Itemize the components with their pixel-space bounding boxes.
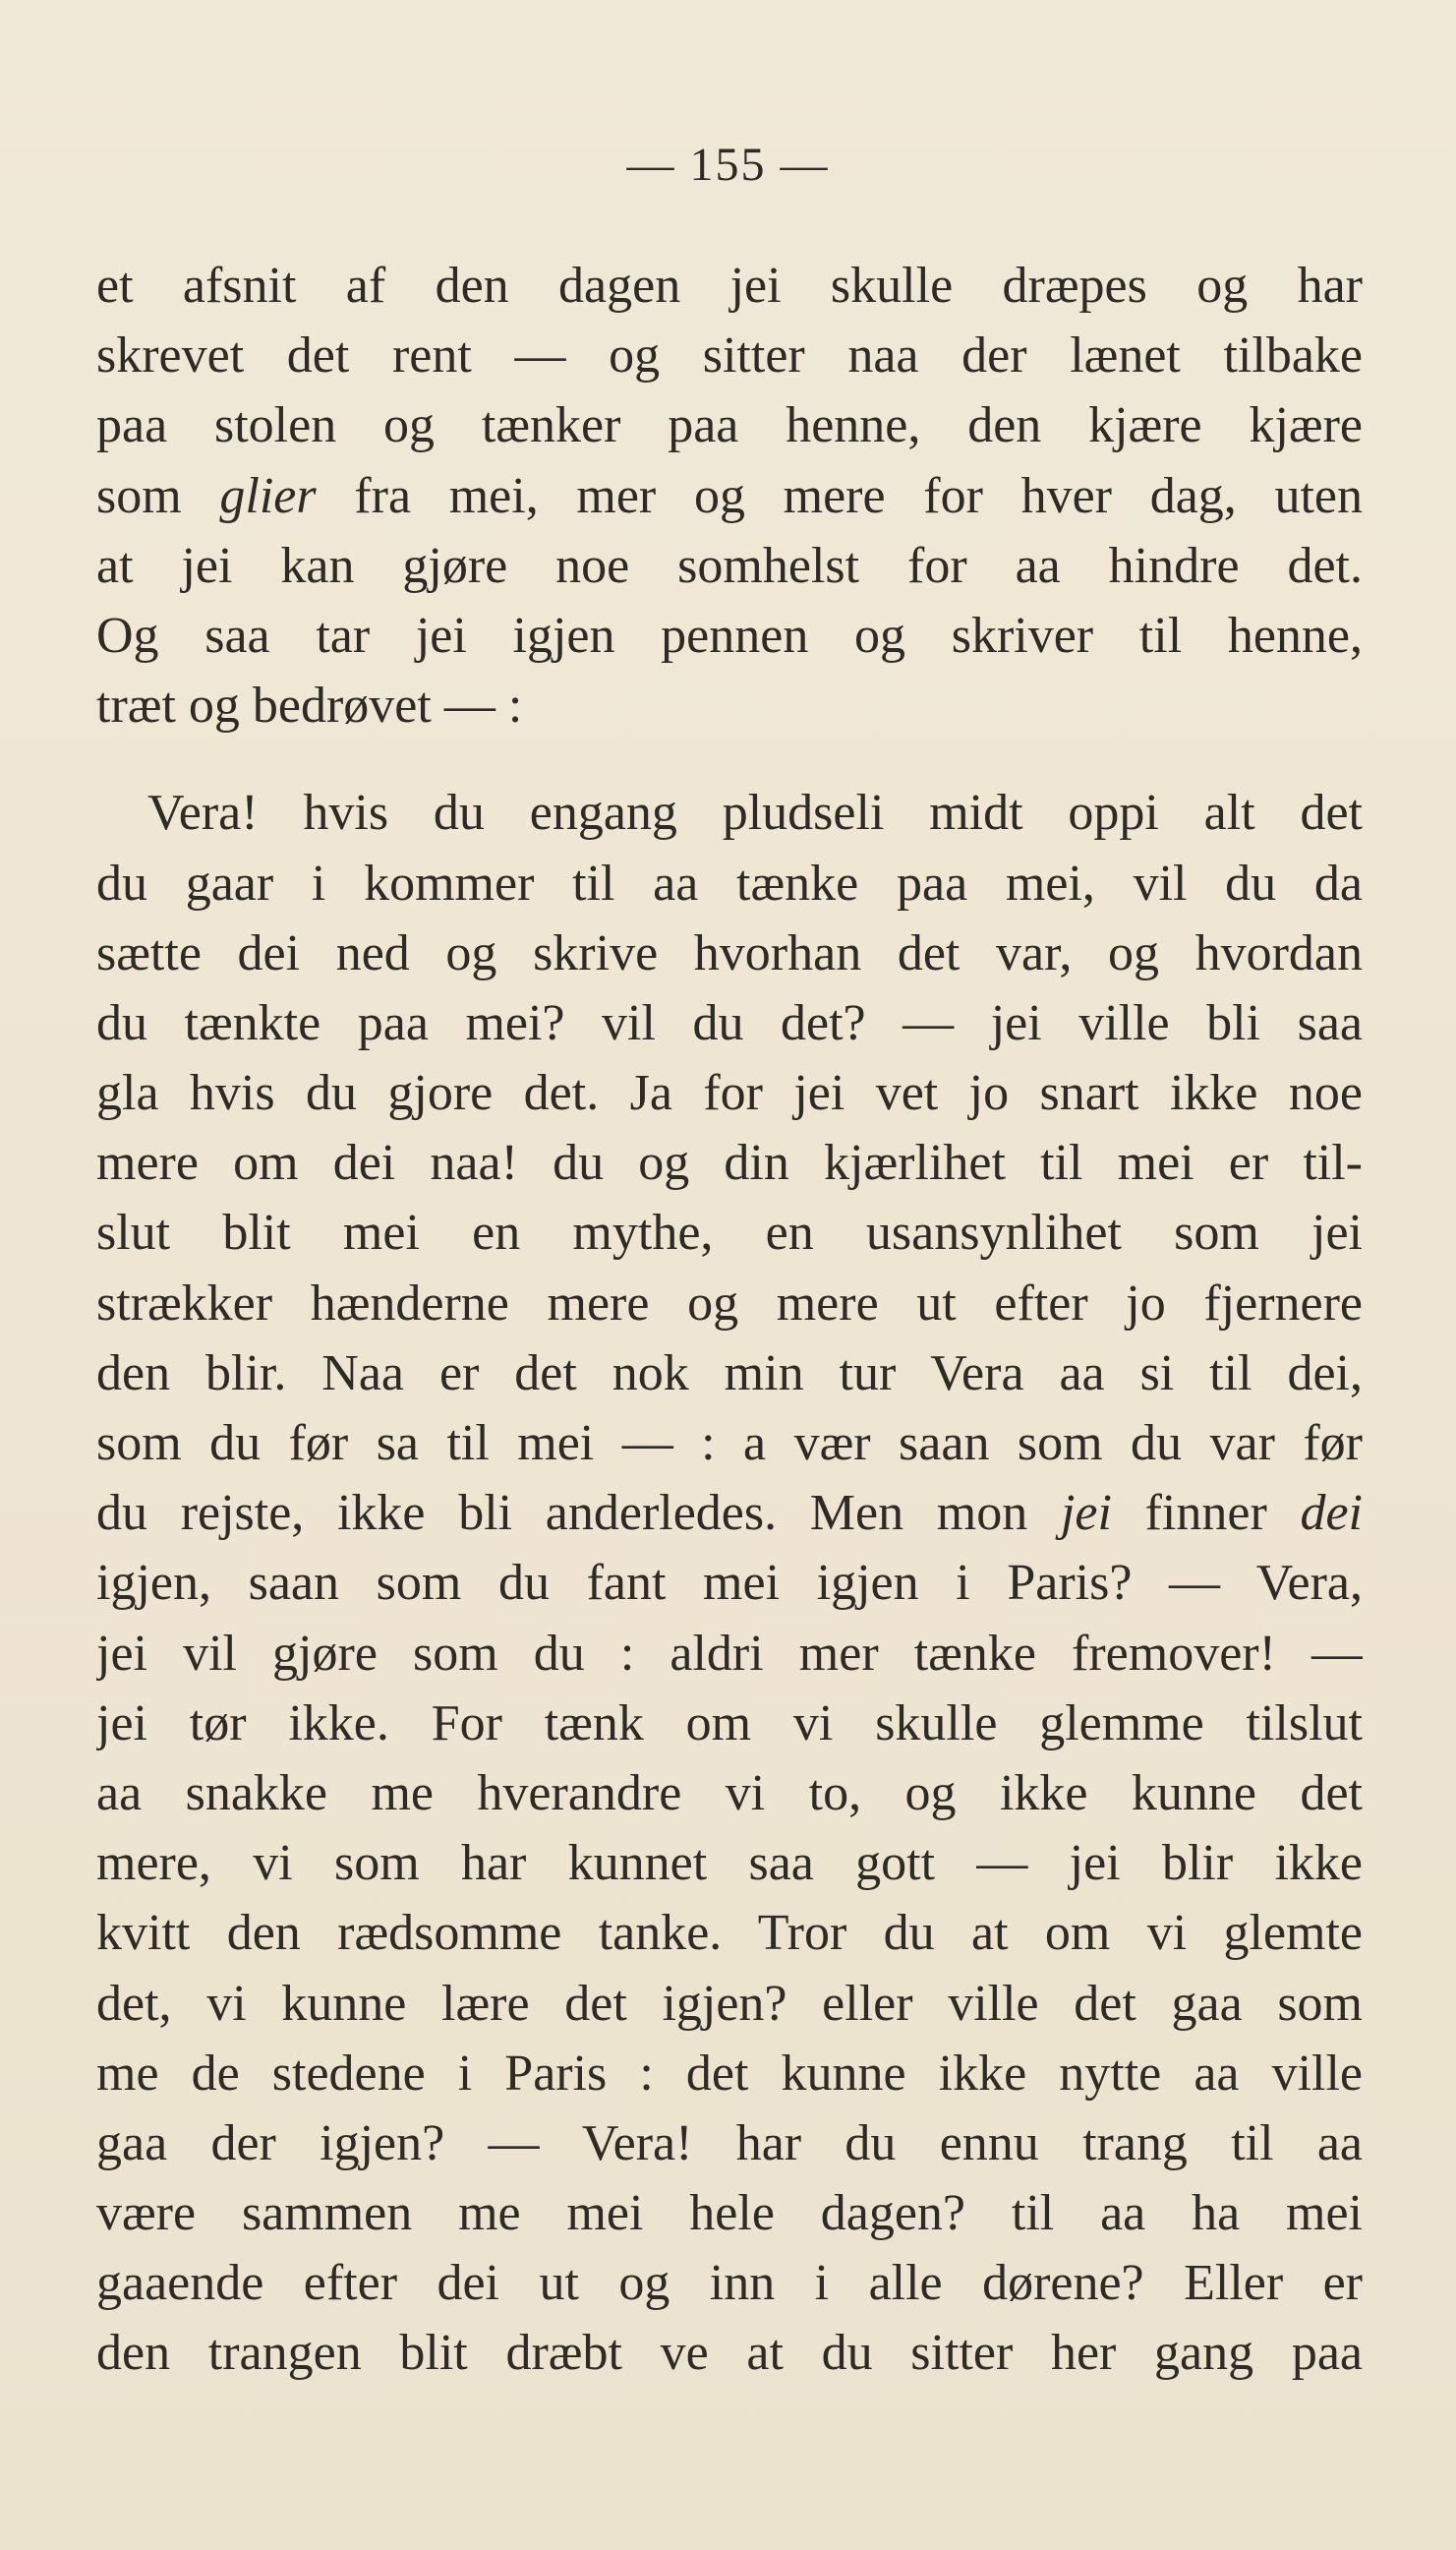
text-line: det, vi kunne lære det igjen? eller ville det gaa som [96, 1975, 1363, 2032]
text-line: jei tør ikke. For tænk om vi skulle glemme tilslut [96, 1694, 1363, 1751]
paragraph-2 [96, 778, 1363, 2388]
text-line: skrevet det rent — og sitter naa der lænet tilbake [96, 327, 1363, 385]
text-line: Og saa tar jei igjen pennen og skriver til henne, [96, 607, 1363, 664]
text-line: jei vil gjøre som du : aldri mer tænke fremover! — [96, 1625, 1363, 1682]
text-line: strækker hænderne mere og mere ut efter jo fjernere [96, 1275, 1363, 1332]
text-line: den blir. Naa er det nok min tur Vera aa si til dei, [96, 1344, 1363, 1401]
text-line: den trangen blit dræbt ve at du sitter her gang paa [96, 2325, 1363, 2382]
text-line: gaa der igjen? — Vera! har du ennu trang til aa [96, 2114, 1363, 2171]
paragraph-1 [96, 251, 1363, 741]
text-line: paa stolen og tænker paa henne, den kjære kjære [96, 397, 1363, 454]
text-line: du gaar i kommer til aa tænke paa mei, vil du da [96, 855, 1363, 912]
text-run: som [96, 467, 220, 524]
text-line: igjen, saan som du fant mei igjen i Paris? — Vera, [96, 1555, 1363, 1612]
text-run: fra mei, mer og mere for hver dag, uten [316, 467, 1363, 524]
text-run: du rejste, ikke bli anderledes. Men mon [96, 1485, 1061, 1542]
text-line: kvitt den rædsomme tanke. Tror du at om vi glemte [96, 1905, 1363, 1962]
text-line: være sammen me mei hele dagen? til aa ha mei [96, 2185, 1363, 2242]
text-line: aa snakke me hverandre vi to, og ikke kunne det [96, 1764, 1363, 1821]
page-number: — 155 — [626, 139, 830, 191]
paragraph-gap [96, 741, 1363, 778]
text-line: du tænkte paa mei? vil du det? — jei ville bli saa [96, 994, 1363, 1051]
text-line [96, 461, 1363, 531]
italic-word: jei [1060, 1485, 1112, 1542]
text-line: me de stedene i Paris : det kunne ikke nytte aa ville [96, 2045, 1363, 2102]
italic-word: glier [219, 467, 317, 524]
text-line: Vera! hvis du engang pludseli midt oppi alt det [147, 785, 1363, 842]
text-line [96, 1478, 1363, 1548]
text-line: gla hvis du gjore det. Ja for jei vet jo snart ikke noe [96, 1065, 1363, 1122]
text-line: mere om dei naa! du og din kjærlihet til mei er til- [96, 1135, 1363, 1192]
text-line: at jei kan gjøre noe somhelst for aa hindre det. [96, 537, 1363, 594]
text-line: gaaende efter dei ut og inn i alle dørene? Eller er [96, 2255, 1363, 2312]
text-line: et afsnit af den dagen jei skulle dræpes og har [96, 258, 1363, 314]
text-block [96, 251, 1363, 2389]
text-line: sætte dei ned og skrive hvorhan det var, og hvordan [96, 924, 1363, 981]
text-line: mere, vi som har kunnet saa gott — jei blir ikke [96, 1835, 1363, 1892]
text-line: slut blit mei en mythe, en usansynlihet som jei [96, 1205, 1363, 1262]
text-line: træt og bedrøvet — : [96, 678, 523, 735]
text-run: finner [1111, 1485, 1301, 1542]
text-line: som du før sa til mei — : a vær saan som du var før [96, 1415, 1363, 1471]
italic-word: dei [1300, 1485, 1363, 1542]
